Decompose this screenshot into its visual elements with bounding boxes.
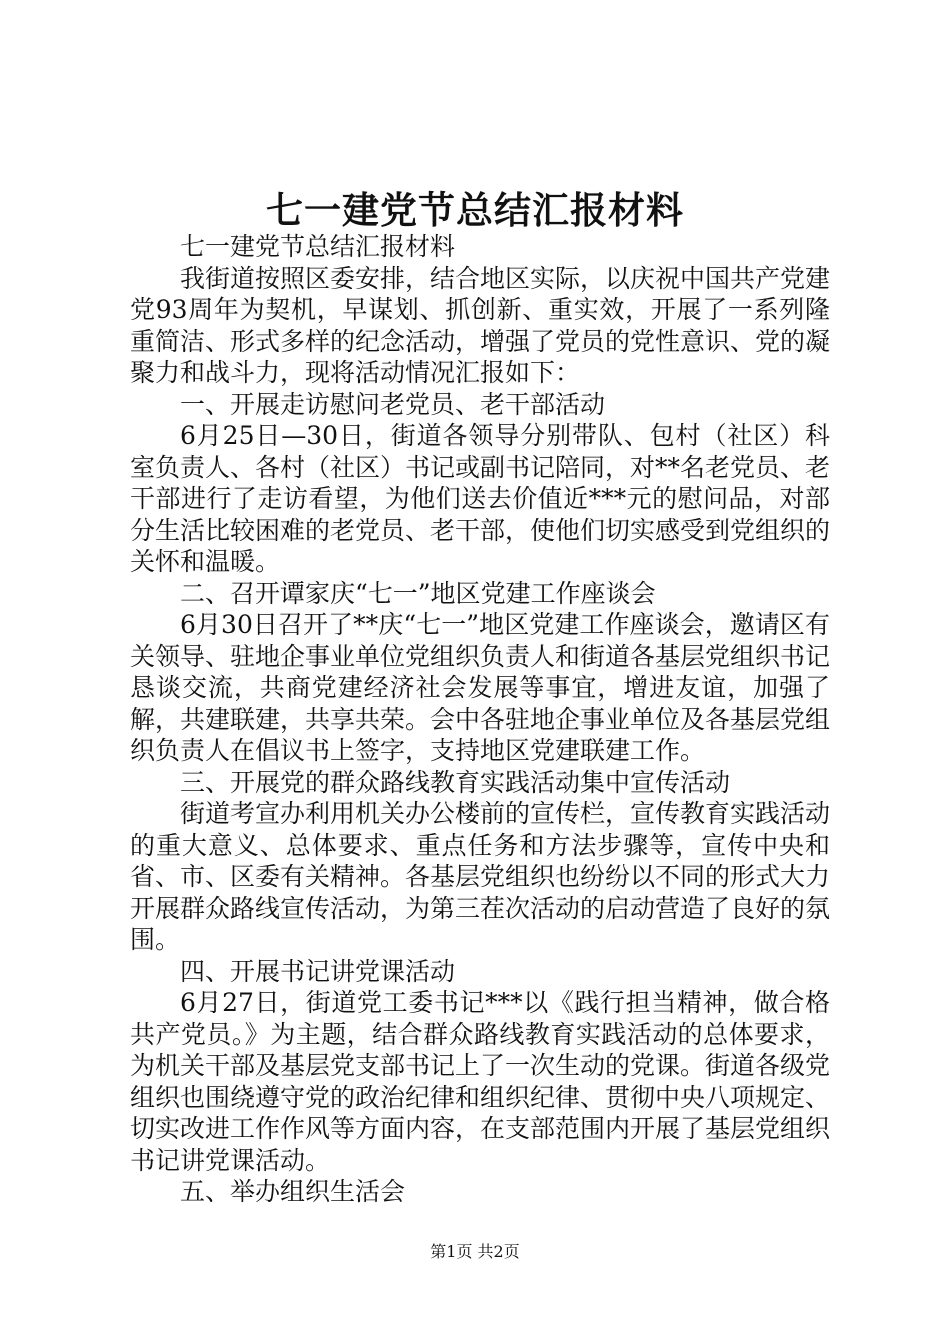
paragraph-subtitle: 七一建党节总结汇报材料	[180, 232, 456, 261]
page-number-footer: 第1页 共2页	[430, 1242, 520, 1261]
paragraph-section-2: 6月30日召开了**庆“七一”地区党建工作座谈会，邀请区有关领导、驻地企事业单位党组织负责人和街道各基层党组织书记恳谈交流，共商党建经济社会发展等事宜，增进友谊，加强了解，共建联建，共享共荣。会中各驻地企事业单位及各基层党组织负责人在倡议书上签字，支持地区党建联建工作。	[130, 610, 831, 765]
document-body	[130, 231, 830, 1208]
section-heading-3: 三、开展党的群众路线教育实践活动集中宣传活动	[180, 767, 731, 797]
paragraph-intro: 我街道按照区委安排，结合地区实际，以庆祝中国共产党建党93周年为契机，早谋划、抓创新、重实效，开展了一系列隆重简洁、形式多样的纪念活动，增强了党员的党性意识、党的凝聚力和战斗力，现将活动情况汇报如下：	[130, 263, 831, 387]
section-heading-2: 二、召开谭家庆“七一”地区党建工作座谈会	[180, 578, 656, 608]
section-heading-1: 一、开展走访慰问老党员、老干部活动	[180, 389, 606, 419]
section-heading-4: 四、开展书记讲党课活动	[180, 956, 456, 986]
paragraph-section-4: 6月27日，街道党工委书记***以《践行担当精神，做合格共产党员。》为主题，结合群众路线教育实践活动的总体要求，为机关干部及基层党支部书记上了一次生动的党课。街道各级党组织也围绕遵守党的政治纪律和组织纪律、贯彻中央八项规定、切实改进工作作风等方面内容，在支部范围内开展了基层党组织书记讲党课活动。	[130, 988, 831, 1175]
section-heading-5: 五、举办组织生活会	[180, 1177, 406, 1206]
document-title: 七一建党节总结汇报材料	[266, 188, 684, 232]
paragraph-section-3: 街道考宣办利用机关办公楼前的宣传栏，宣传教育实践活动的重大意义、总体要求、重点任务和方法步骤等，宣传中央和省、市、区委有关精神。各基层党组织也纷纷以不同的形式大力开展群众路线宣传活动，为第三茬次活动的启动营造了良好的氛围。	[130, 799, 831, 954]
paragraph-section-1: 6月25日—30日，街道各领导分别带队、包村（社区）科室负责人、各村（社区）书记或副书记陪同，对**名老党员、老干部进行了走访看望，为他们送去价值近***元的慰问品，对部分生活比较困难的老党员、老干部，使他们切实感受到党组织的关怀和温暖。	[130, 421, 831, 576]
